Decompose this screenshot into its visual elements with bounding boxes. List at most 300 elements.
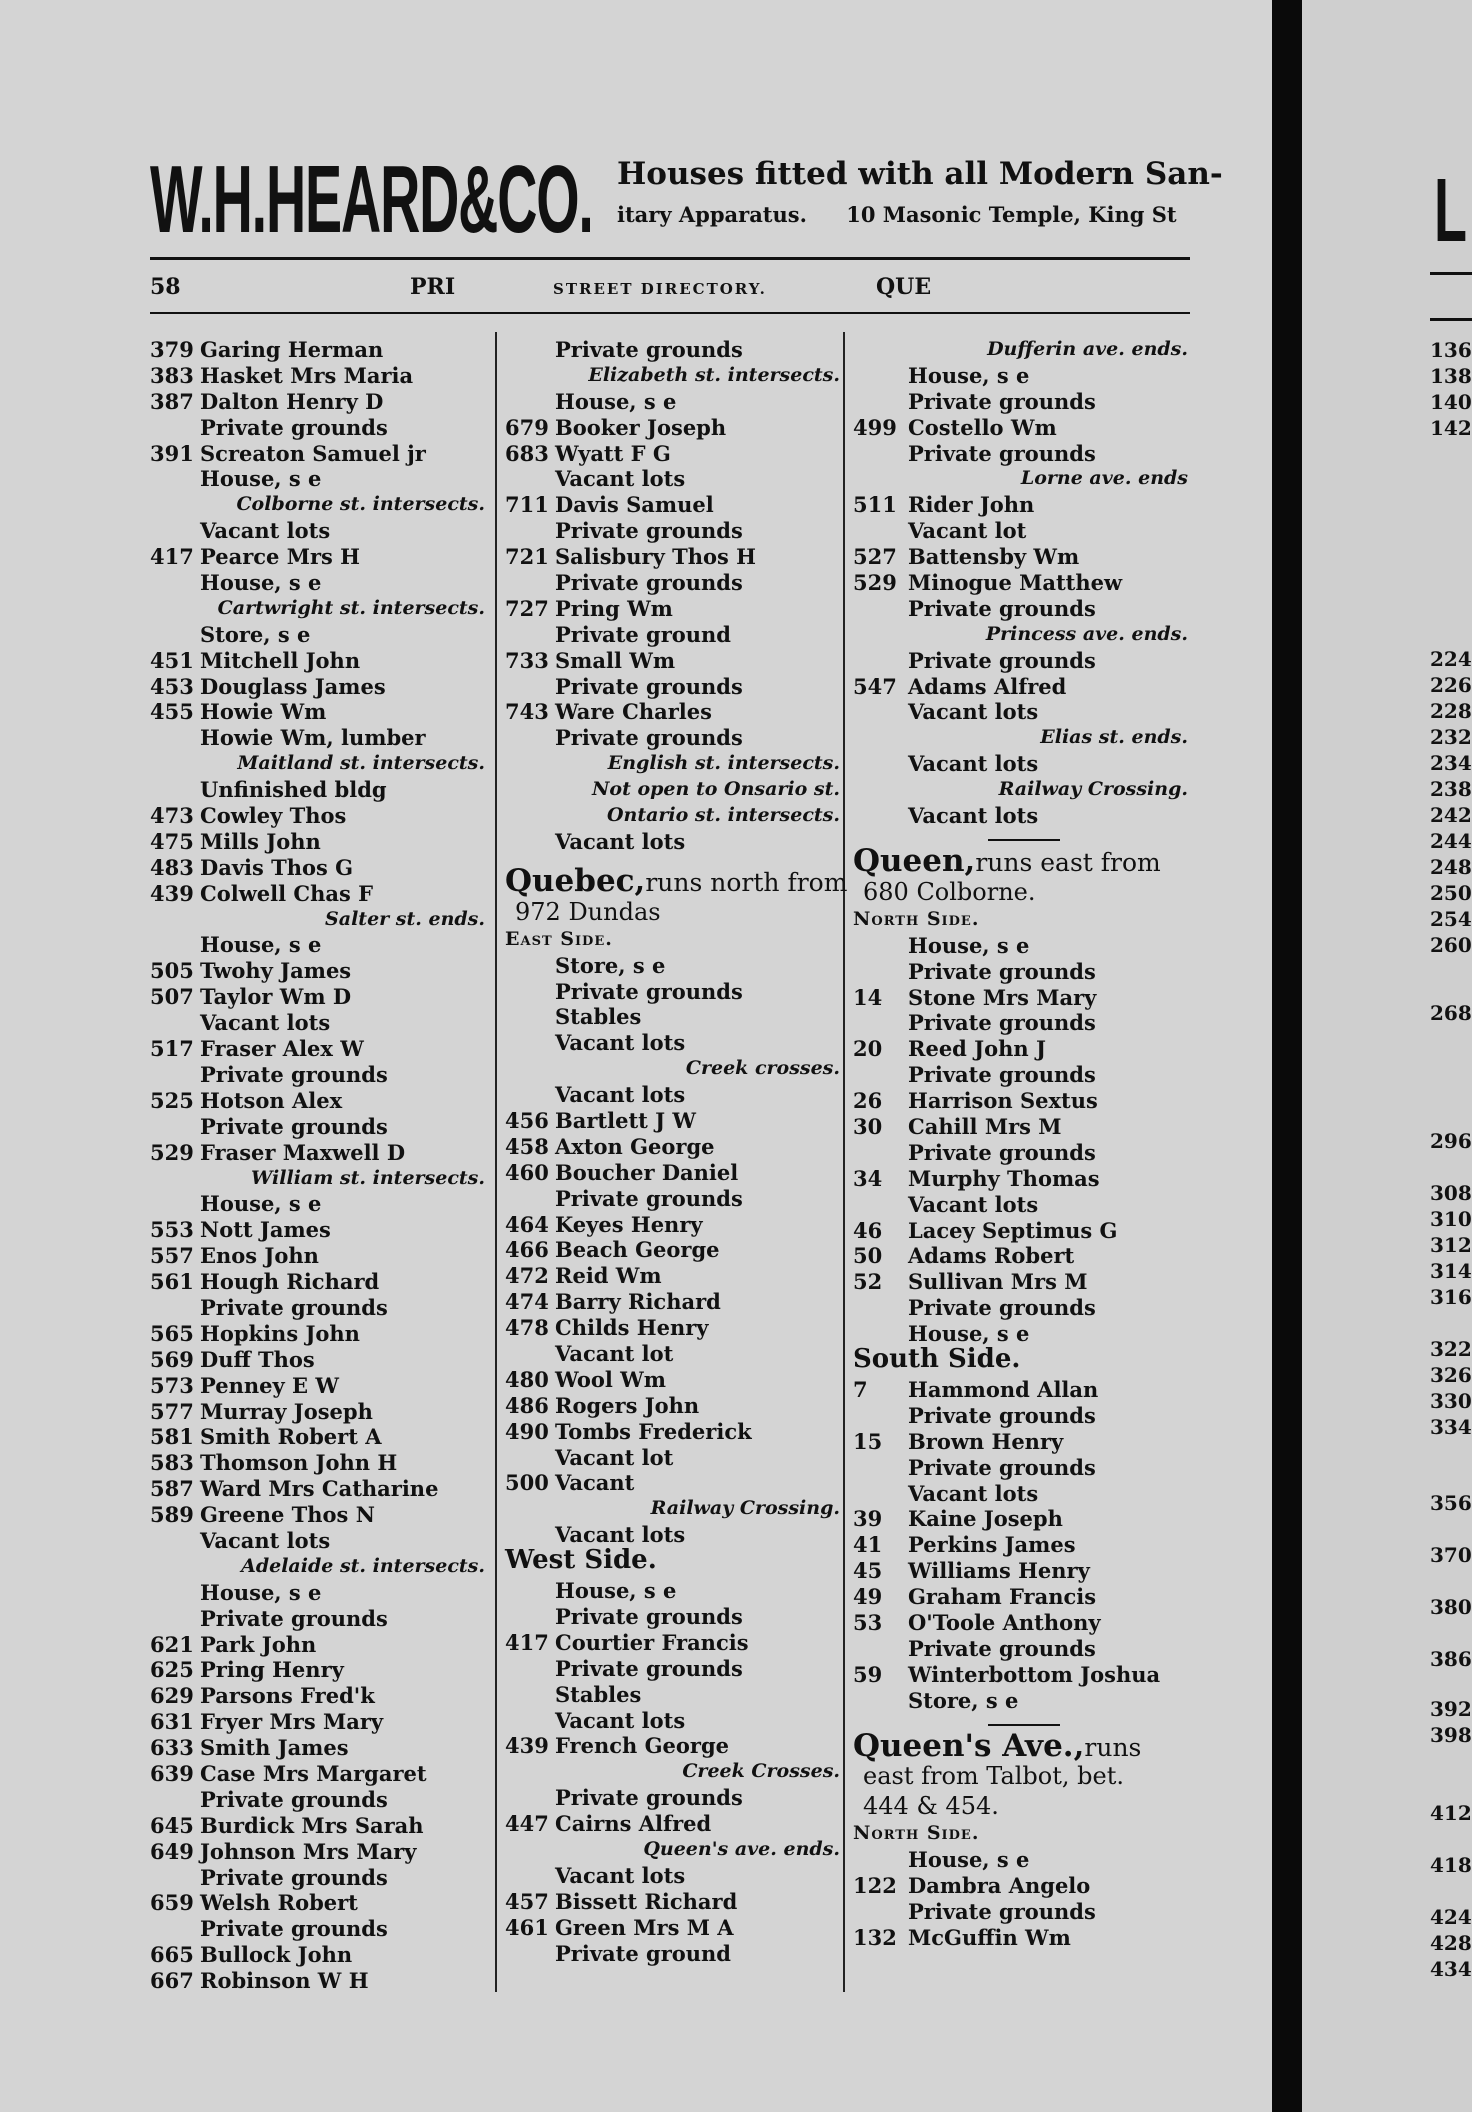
occupant: Burdick Mrs Sarah: [200, 1812, 424, 1838]
occupant: House, s e: [555, 1578, 677, 1604]
directory-entry: [150, 803, 485, 829]
directory-entry: [853, 1218, 1188, 1244]
occupant: Reid Wm: [555, 1263, 662, 1289]
occupant: Sullivan Mrs M: [908, 1269, 1088, 1295]
occupant: Private grounds: [200, 1864, 388, 1890]
directory-entry: [505, 1419, 840, 1445]
occupant: Private grounds: [200, 414, 388, 440]
directory-entry: [505, 337, 840, 363]
directory-entry: [150, 1424, 485, 1450]
adjacent-page-number: 312: [1430, 1233, 1472, 1257]
occupant: Rogers John: [555, 1392, 700, 1418]
house-number: 733: [505, 647, 549, 673]
occupant: Stables: [555, 1004, 642, 1030]
occupant: Private grounds: [555, 1185, 743, 1211]
cross-street-text: Colborne st. intersects.: [236, 493, 485, 516]
cross-street-note: [150, 492, 485, 518]
occupant: Hough Richard: [200, 1269, 380, 1295]
house-number: 511: [853, 492, 897, 518]
occupant: Murray Joseph: [200, 1398, 373, 1424]
occupant: Cowley Thos: [200, 803, 347, 829]
occupant: Booker Joseph: [555, 414, 727, 440]
directory-entry: [853, 1688, 1188, 1714]
occupant: Private grounds: [200, 1061, 388, 1087]
directory-entry: [150, 725, 485, 751]
house-number: 122: [853, 1873, 897, 1899]
house-number: 581: [150, 1424, 194, 1450]
house-number: 464: [505, 1211, 549, 1237]
occupant: Small Wm: [555, 647, 676, 673]
house-number: 52: [853, 1269, 883, 1295]
directory-entry: [505, 1004, 840, 1030]
directory-entry: [150, 1088, 485, 1114]
directory-entry: [150, 1865, 485, 1891]
directory-entry: [150, 337, 485, 363]
adjacent-page-number: 244: [1430, 829, 1472, 853]
house-number: 7: [853, 1376, 868, 1402]
cross-street-text: Elias st. ends.: [1040, 726, 1188, 749]
house-number: 569: [150, 1346, 194, 1372]
occupant: Vacant lots: [555, 1082, 686, 1108]
adjacent-page-number: 254: [1430, 907, 1472, 931]
house-number: 500: [505, 1470, 549, 1496]
occupant: Pring Henry: [200, 1657, 344, 1683]
occupant: Salisbury Thos H: [555, 544, 756, 570]
house-number: 132: [853, 1925, 897, 1951]
house-number: 547: [853, 673, 897, 699]
adjacent-page-number: 136: [1430, 338, 1472, 362]
adjacent-page-number: 234: [1430, 751, 1472, 775]
occupant: Vacant lot: [908, 518, 1027, 544]
column-2: [505, 337, 848, 1966]
directory-entry: [505, 1811, 840, 1837]
occupant: Johnson Mrs Mary: [200, 1838, 417, 1864]
occupant: Dalton Henry D: [200, 388, 384, 414]
occupant: House, s e: [200, 466, 322, 492]
occupant: Private grounds: [555, 725, 743, 751]
occupant: Private grounds: [908, 958, 1096, 984]
occupant: Duff Thos: [200, 1346, 315, 1372]
directory-entry: [150, 984, 485, 1010]
cross-street-text: English st. intersects.: [607, 752, 840, 775]
house-number: 45: [853, 1558, 883, 1584]
directory-entry: [150, 1942, 485, 1968]
cross-street-note: [505, 1496, 840, 1522]
house-number: 466: [505, 1237, 549, 1263]
adjacent-page-number: 424: [1430, 1905, 1472, 1929]
adjacent-page-number: 326: [1430, 1363, 1472, 1387]
occupant: Pring Wm: [555, 595, 673, 621]
directory-entry: [150, 699, 485, 725]
occupant: Colwell Chas F: [200, 880, 374, 906]
directory-entry: [150, 570, 485, 596]
directory-entry: [505, 1289, 840, 1315]
house-number: 387: [150, 388, 194, 414]
occupant: Davis Samuel: [555, 492, 714, 518]
adjacent-page-number: 232: [1430, 725, 1472, 749]
side-heading: East Side.: [505, 927, 613, 950]
house-number: 53: [853, 1609, 883, 1635]
occupant: Vacant lots: [908, 803, 1039, 829]
directory-entry: [150, 363, 485, 389]
occupant: Parsons Fred'k: [200, 1683, 375, 1709]
cross-street-text: Not open to Onsario st.: [592, 778, 840, 801]
directory-entry: [150, 1217, 485, 1243]
directory-entry: [505, 1186, 840, 1212]
directory-entry: [505, 1682, 840, 1708]
directory-entry: [853, 1847, 1188, 1873]
occupant: Case Mrs Margaret: [200, 1760, 427, 1786]
directory-entry: [150, 1347, 485, 1373]
directory-entry: [150, 777, 485, 803]
directory-entry: [853, 1140, 1188, 1166]
occupant: Fryer Mrs Mary: [200, 1709, 384, 1735]
house-number: 743: [505, 699, 549, 725]
occupant: House, s e: [200, 1579, 322, 1605]
house-number: 15: [853, 1428, 883, 1454]
cross-street-text: Railway Crossing.: [650, 1497, 840, 1520]
house-number: 457: [505, 1888, 549, 1914]
book-gutter: [1272, 0, 1302, 2112]
directory-entry: [150, 415, 485, 441]
occupant: Vacant: [555, 1470, 635, 1496]
occupant: Dambra Angelo: [908, 1873, 1091, 1899]
adjacent-page-number: 308: [1430, 1181, 1472, 1205]
occupant: McGuffin Wm: [908, 1925, 1071, 1951]
house-number: 480: [505, 1366, 549, 1392]
house-number: 621: [150, 1631, 194, 1657]
occupant: Smith Robert A: [200, 1424, 382, 1450]
occupant: Private grounds: [908, 595, 1096, 621]
directory-entry: [150, 518, 485, 544]
directory-entry: [505, 1367, 840, 1393]
occupant: Vacant lots: [200, 518, 331, 544]
house-number: 391: [150, 440, 194, 466]
adjacent-page-number: 316: [1430, 1285, 1472, 1309]
occupant: Howie Wm: [200, 699, 327, 725]
occupant: Vacant lots: [555, 1522, 686, 1548]
adjacent-page-edge: [1302, 0, 1472, 2112]
house-number: 665: [150, 1942, 194, 1968]
directory-entry: [853, 803, 1188, 829]
directory-entry: [853, 1114, 1188, 1140]
adjacent-page-number: 428: [1430, 1931, 1472, 1955]
directory-entry: [505, 492, 840, 518]
adjacent-page-number: 228: [1430, 699, 1472, 723]
house-number: 639: [150, 1760, 194, 1786]
directory-entry: [505, 415, 840, 441]
column-divider: [495, 332, 497, 1992]
directory-entry: [505, 441, 840, 467]
occupant: Private grounds: [555, 518, 743, 544]
occupant: Barry Richard: [555, 1289, 721, 1315]
house-number: 589: [150, 1502, 194, 1528]
occupant: Enos John: [200, 1243, 319, 1269]
occupant: Murphy Thomas: [908, 1165, 1100, 1191]
adjacent-page-number: 418: [1430, 1853, 1472, 1877]
cross-street-text: Adelaide st. intersects.: [241, 1554, 485, 1577]
street-desc-line-2: 972 Dundas: [515, 897, 661, 926]
directory-entry: [853, 1166, 1188, 1192]
directory-entry: [505, 518, 840, 544]
directory-entry: [505, 1082, 840, 1108]
cross-street-note: [853, 777, 1188, 803]
directory-entry: [853, 1662, 1188, 1688]
directory-entry: [853, 1192, 1188, 1218]
occupant: Private grounds: [555, 673, 743, 699]
cross-street-text: Cartwright st. intersects.: [217, 596, 485, 619]
directory-entry: [505, 1263, 840, 1289]
directory-entry: [150, 1709, 485, 1735]
occupant: Vacant lots: [200, 1527, 331, 1553]
adjacent-page-number: 314: [1430, 1259, 1472, 1283]
occupant: Private grounds: [555, 1785, 743, 1811]
directory-entry: [505, 699, 840, 725]
cross-street-note: [505, 1056, 840, 1082]
occupant: Store, s e: [555, 952, 666, 978]
adjacent-page-number: 238: [1430, 777, 1472, 801]
occupant: Mills John: [200, 828, 321, 854]
street-name: Queen,: [853, 842, 976, 879]
directory-entry: [853, 415, 1188, 441]
directory-entry: [150, 829, 485, 855]
directory-entry: [505, 648, 840, 674]
right-key: QUE: [876, 274, 932, 300]
adjacent-page-number: 398: [1430, 1723, 1472, 1747]
directory-entry: [853, 518, 1188, 544]
directory-entry: [853, 570, 1188, 596]
house-number: 573: [150, 1372, 194, 1398]
cross-street-text: William st. intersects.: [251, 1166, 485, 1189]
directory-entry: [853, 1584, 1188, 1610]
house-number: 631: [150, 1709, 194, 1735]
cross-street-note: [505, 363, 840, 389]
side-heading: West Side.: [505, 1545, 657, 1576]
house-number: 659: [150, 1890, 194, 1916]
occupant: Perkins James: [908, 1532, 1076, 1558]
house-number: 383: [150, 362, 194, 388]
occupant: Costello Wm: [908, 414, 1057, 440]
house-number: 629: [150, 1683, 194, 1709]
house-number: 517: [150, 1036, 194, 1062]
cross-street-note: [150, 1166, 485, 1192]
adjacent-page-number: 140: [1430, 390, 1472, 414]
cross-street-note: [505, 777, 840, 803]
house-number: 458: [505, 1133, 549, 1159]
directory-entry: [853, 1010, 1188, 1036]
directory-entry: [150, 1476, 485, 1502]
directory-entry: [150, 1191, 485, 1217]
cross-street-text: Elizabeth st. intersects.: [588, 363, 840, 386]
occupant: Fraser Maxwell D: [200, 1139, 406, 1165]
directory-entry: [505, 1160, 840, 1186]
directory-entry: [150, 1114, 485, 1140]
adjacent-page-number: 242: [1430, 803, 1472, 827]
running-title: STREET DIRECTORY.: [553, 280, 767, 298]
directory-entry: [150, 1839, 485, 1865]
house-number: 583: [150, 1450, 194, 1476]
occupant: Private grounds: [200, 1786, 388, 1812]
directory-entry: [150, 1580, 485, 1606]
directory-entry: [853, 699, 1188, 725]
directory-entry: [505, 1604, 840, 1630]
directory-entry: [505, 1315, 840, 1341]
street-heading-queen: [853, 842, 1188, 879]
adjacent-page-rule: [1430, 318, 1472, 321]
occupant: Private grounds: [200, 1294, 388, 1320]
occupant: Vacant lots: [555, 466, 686, 492]
directory-entry: [505, 953, 840, 979]
house-number: 645: [150, 1812, 194, 1838]
cross-street-note: [150, 751, 485, 777]
directory-entry: [505, 1708, 840, 1734]
directory-entry: [150, 1269, 485, 1295]
occupant: Private grounds: [555, 1603, 743, 1629]
adjacent-page-number: 392: [1430, 1697, 1472, 1721]
cross-street-note: [505, 751, 840, 777]
directory-entry: [853, 1269, 1188, 1295]
directory-entry: [150, 932, 485, 958]
directory-entry: [150, 958, 485, 984]
occupant: Private grounds: [908, 1454, 1096, 1480]
ad-line-2: [617, 202, 1177, 227]
street-heading-queens-ave: [853, 1727, 1188, 1764]
directory-entry: [150, 1528, 485, 1554]
adjacent-page-number: 356: [1430, 1491, 1472, 1515]
adjacent-page-number: 310: [1430, 1207, 1472, 1231]
occupant: Vacant lots: [555, 1707, 686, 1733]
house-number: 711: [505, 492, 549, 518]
directory-entry: [505, 674, 840, 700]
occupant: Mitchell John: [200, 647, 361, 673]
directory-entry: [505, 1889, 840, 1915]
occupant: Hopkins John: [200, 1320, 360, 1346]
occupant: Minogue Matthew: [908, 570, 1123, 596]
occupant: Kaine Joseph: [908, 1506, 1063, 1532]
house-number: 473: [150, 803, 194, 829]
occupant: House, s e: [200, 570, 322, 596]
cross-street-text: Lorne ave. ends: [1020, 467, 1188, 490]
directory-entry: [505, 979, 840, 1005]
occupant: Nott James: [200, 1217, 331, 1243]
occupant: Private grounds: [908, 1062, 1096, 1088]
occupant: Pearce Mrs H: [200, 544, 361, 570]
house-number: 649: [150, 1838, 194, 1864]
occupant: Screaton Samuel jr: [200, 440, 426, 466]
occupant: Bullock John: [200, 1942, 353, 1968]
cross-street-text: Creek Crosses.: [682, 1760, 840, 1783]
house-number: 633: [150, 1735, 194, 1761]
occupant: Tombs Frederick: [555, 1418, 752, 1444]
cross-street-note: [853, 725, 1188, 751]
adjacent-page-number: 434: [1430, 1957, 1472, 1981]
occupant: House, s e: [908, 932, 1030, 958]
directory-entry: [853, 674, 1188, 700]
house-number: 475: [150, 828, 194, 854]
house-number: 486: [505, 1392, 549, 1418]
directory-entry: [853, 1062, 1188, 1088]
cross-street-text: Dufferin ave. ends.: [987, 338, 1188, 360]
house-number: 379: [150, 337, 194, 362]
house-number: 417: [150, 544, 194, 570]
house-number: 625: [150, 1657, 194, 1683]
occupant: Battensby Wm: [908, 544, 1080, 570]
directory-entry: [853, 1403, 1188, 1429]
occupant: Bissett Richard: [555, 1888, 738, 1914]
occupant: Unfinished bldg: [200, 777, 387, 803]
house-number: 529: [853, 570, 897, 596]
house-number: 472: [505, 1263, 549, 1289]
cross-street-text: Salter st. ends.: [325, 907, 485, 930]
occupant: Cairns Alfred: [555, 1811, 712, 1837]
directory-entry: [853, 441, 1188, 467]
adjacent-page-number: 330: [1430, 1389, 1472, 1413]
cross-street-text: Ontario st. intersects.: [606, 804, 840, 827]
occupant: Ward Mrs Catharine: [200, 1476, 439, 1502]
house-number: 41: [853, 1532, 883, 1558]
occupant: Taylor Wm D: [200, 984, 352, 1010]
directory-entry: [853, 544, 1188, 570]
occupant: Private grounds: [908, 647, 1096, 673]
occupant: Bartlett J W: [555, 1107, 697, 1133]
cross-street-note: [505, 1837, 840, 1863]
occupant: Williams Henry: [908, 1558, 1090, 1584]
directory-entry: [150, 674, 485, 700]
house-number: 565: [150, 1320, 194, 1346]
directory-entry: [505, 389, 840, 415]
ad-line-2-text: itary Apparatus.: [617, 202, 807, 227]
directory-entry: [150, 1890, 485, 1916]
ad-line-1: Houses fitted with all Modern San-: [617, 156, 1223, 192]
occupant: Private grounds: [908, 1635, 1096, 1661]
house-number: 460: [505, 1159, 549, 1185]
adjacent-page-number: 260: [1430, 933, 1472, 957]
street-desc-line-2: 680 Colborne.: [863, 877, 1036, 906]
occupant: Smith James: [200, 1735, 349, 1761]
directory-entry: [150, 1010, 485, 1036]
directory-entry: [505, 544, 840, 570]
house-number: 456: [505, 1107, 549, 1133]
occupant: Private grounds: [555, 337, 743, 362]
directory-entry: [505, 1941, 840, 1967]
occupant: Private grounds: [908, 1010, 1096, 1036]
occupant: Howie Wm, lumber: [200, 725, 426, 751]
occupant: House, s e: [200, 1191, 322, 1217]
directory-entry: [150, 1606, 485, 1632]
occupant: Private ground: [555, 621, 731, 647]
house-number: 439: [505, 1733, 549, 1759]
occupant: O'Toole Anthony: [908, 1609, 1101, 1635]
directory-entry: [150, 1321, 485, 1347]
directory-entry: [150, 466, 485, 492]
adjacent-page-number: 412: [1430, 1801, 1472, 1825]
directory-entry: [853, 1558, 1188, 1584]
house-number: 439: [150, 880, 194, 906]
directory-entry: [853, 1377, 1188, 1403]
occupant: Penney E W: [200, 1372, 339, 1398]
house-number: 46: [853, 1217, 883, 1243]
directory-entry: [505, 570, 840, 596]
house-number: 727: [505, 595, 549, 621]
occupant: House, s e: [908, 1847, 1030, 1873]
house-number: 490: [505, 1418, 549, 1444]
cross-street-text: Railway Crossing.: [998, 778, 1188, 801]
directory-entry: [150, 389, 485, 415]
house-number: 49: [853, 1584, 883, 1610]
house-number: 683: [505, 440, 549, 466]
adjacent-page-number: 386: [1430, 1647, 1472, 1671]
occupant: Vacant lots: [555, 1030, 686, 1056]
